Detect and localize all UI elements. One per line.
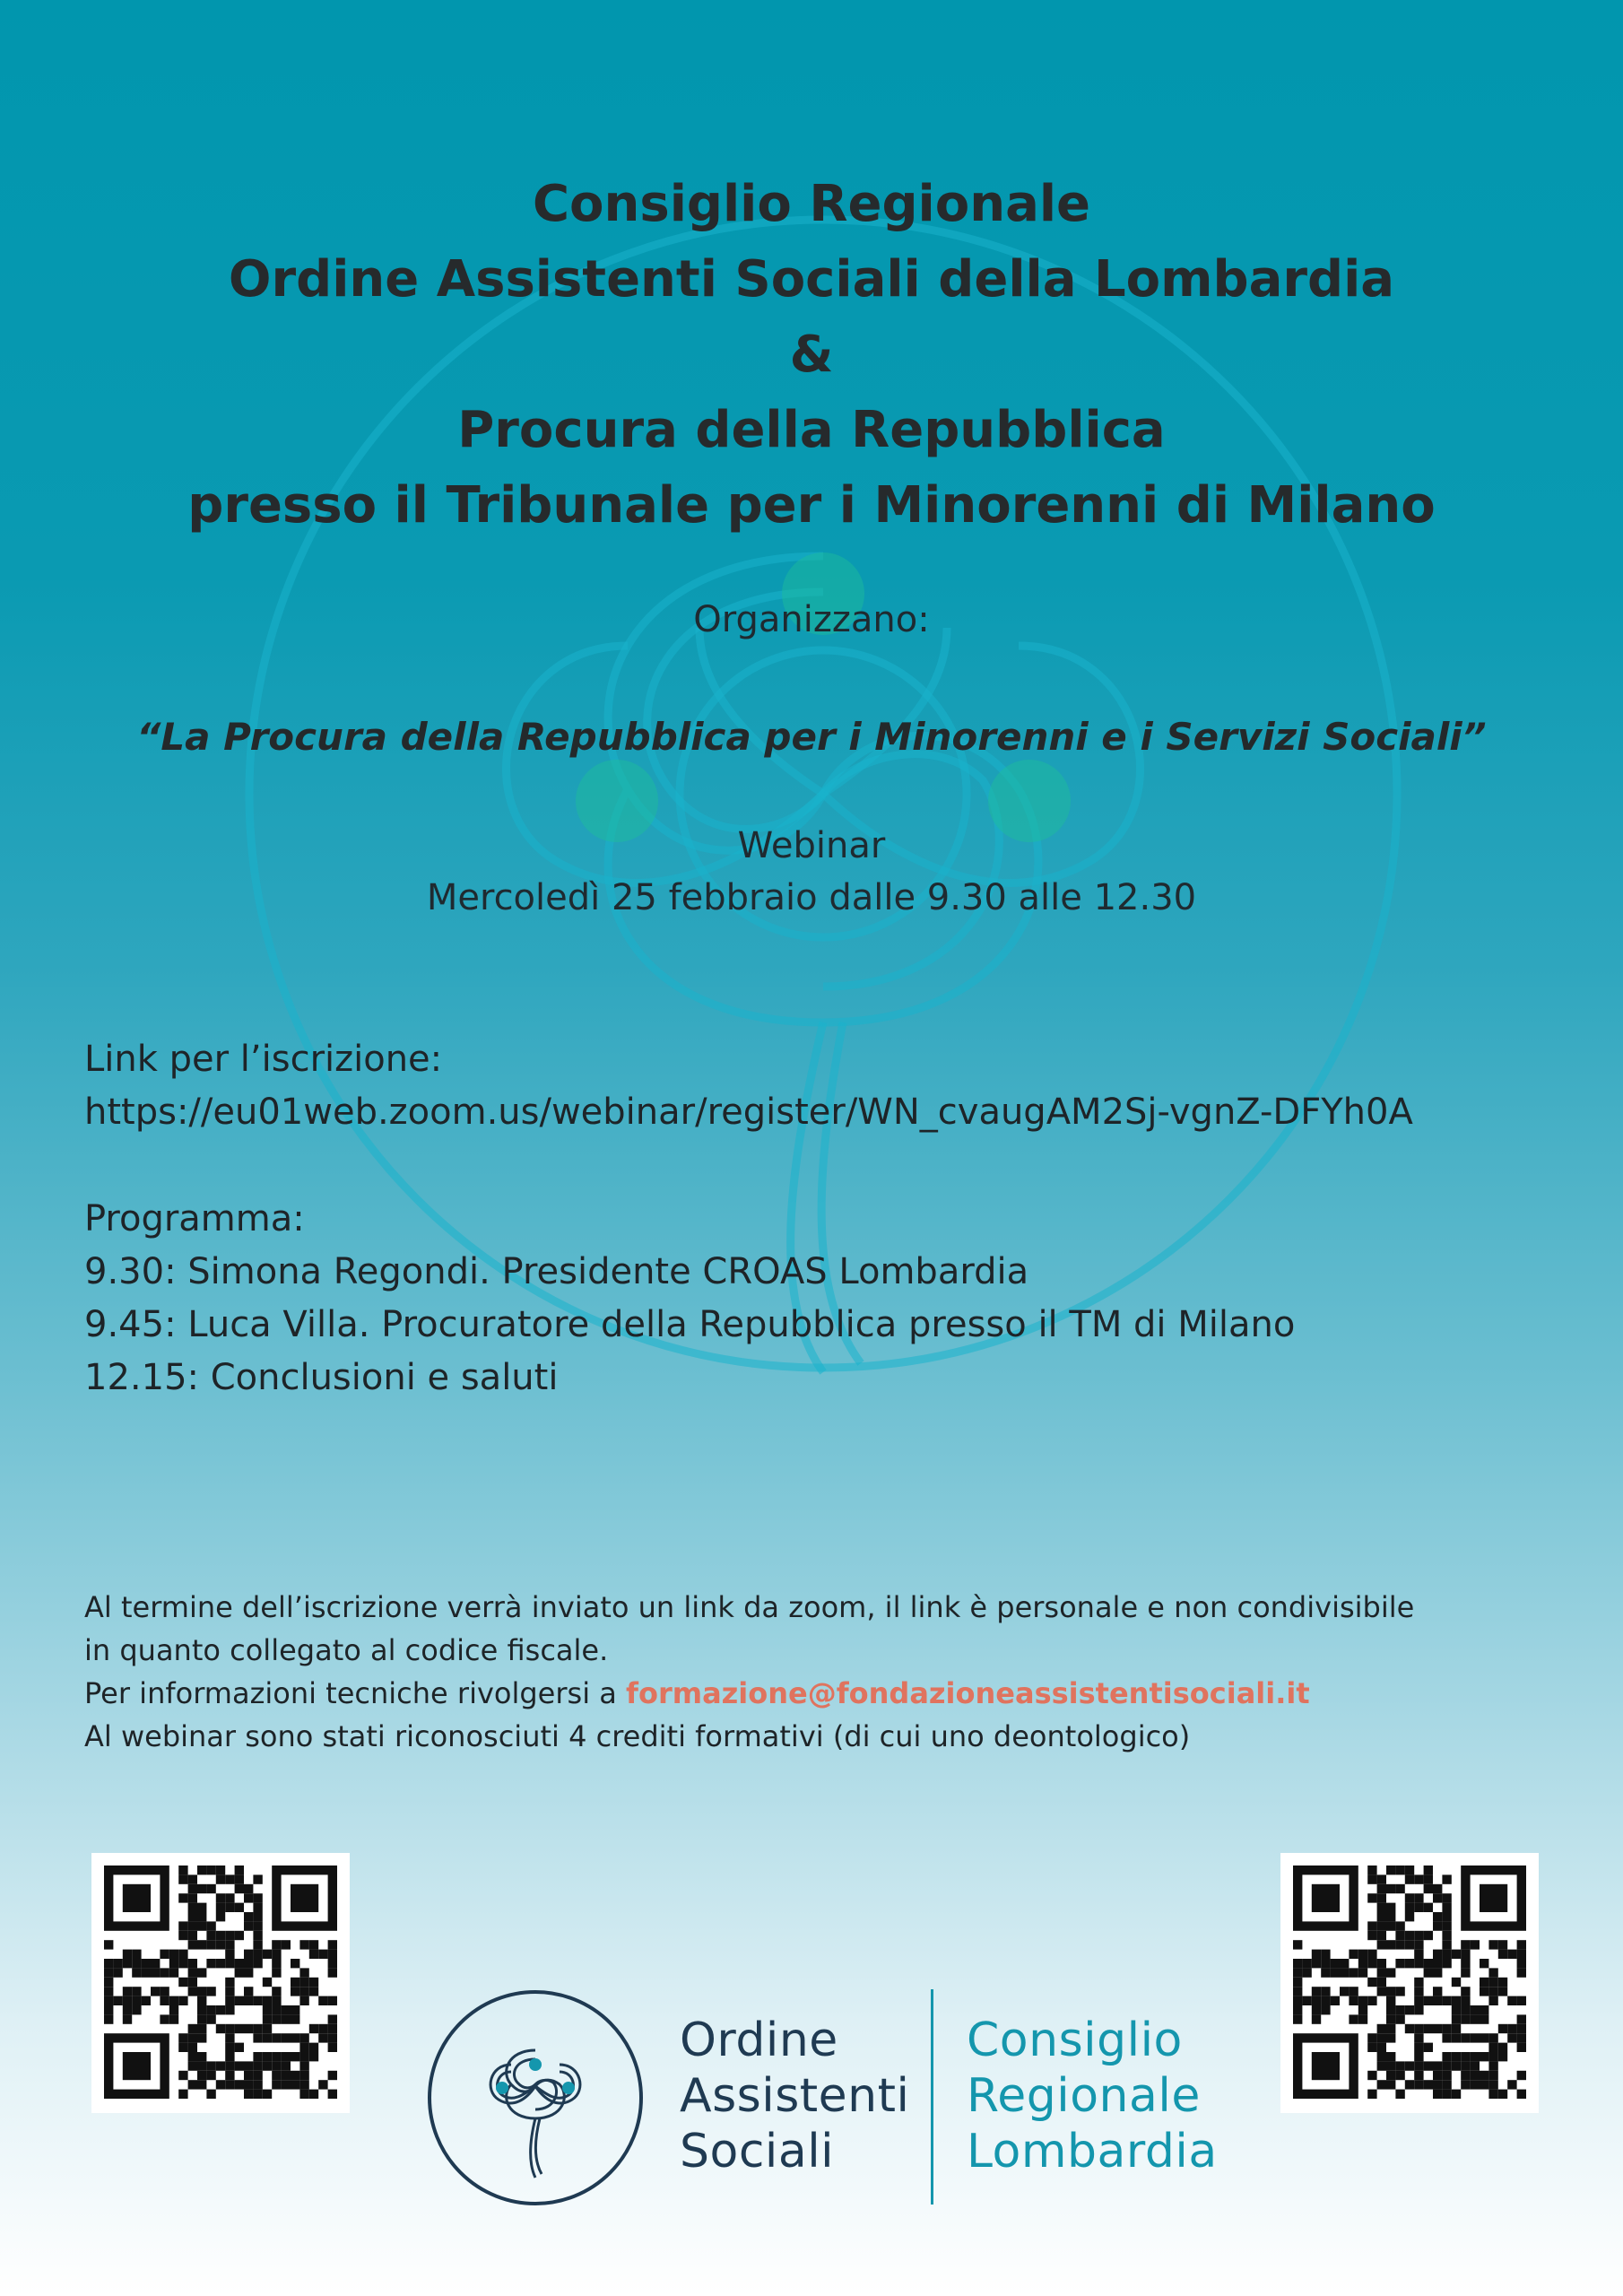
- organizers-heading: [0, 167, 1623, 544]
- registration-label: Link per l’iscrizione:: [84, 1039, 443, 1080]
- programme-item: 9.45: Luca Villa. Procuratore della Repubblica presso il TM di Milano: [84, 1304, 1296, 1345]
- qr-code-left[interactable]: [91, 1853, 350, 2113]
- registration-section: [84, 1033, 1591, 1139]
- programme-section: [84, 1193, 1591, 1405]
- heading-line-5: presso il Tribunale per i Minorenni di Milano: [187, 476, 1436, 535]
- heading-line-1: Consiglio Regionale: [532, 175, 1091, 233]
- heading-line-4: Procura della Repubblica: [457, 401, 1166, 459]
- contact-email-link[interactable]: formazione@fondazioneassistentisociali.it: [626, 1676, 1310, 1710]
- brand-right-line: Lombardia: [967, 2125, 1218, 2179]
- event-datetime: Mercoledì 25 febbraio dalle 9.30 alle 12.30: [426, 877, 1197, 918]
- event-title: “La Procura della Repubblica per i Minorenni e i Servizi Sociali”: [136, 715, 1487, 759]
- note-line-2: in quanto collegato al codice fiscale.: [84, 1633, 609, 1667]
- brand-left-line: Sociali: [680, 2125, 835, 2179]
- heading-line-2: Ordine Assistenti Sociali della Lombardia: [228, 250, 1395, 309]
- brand-name-ordine: [680, 2013, 909, 2179]
- note-line-1: Al termine dell’iscrizione verrà inviato un link da zoom, il link è personale e non condivisibile: [84, 1590, 1415, 1624]
- brand-name-consiglio: [967, 2013, 1218, 2179]
- programme-item: 12.15: Conclusioni e saluti: [84, 1357, 559, 1398]
- heading-line-3: &: [789, 326, 834, 384]
- notes-section: [84, 1586, 1591, 1758]
- event-format: Webinar: [737, 825, 886, 866]
- organizzano-label: Organizzano:: [693, 599, 930, 640]
- brand-left-line: Assistenti: [680, 2069, 910, 2123]
- registration-link[interactable]: https://eu01web.zoom.us/webinar/register/WN_cvaugAM2Sj-vgnZ-DFYh0A: [84, 1091, 1413, 1133]
- brand-right-line: Consiglio: [967, 2013, 1183, 2067]
- qr-code-right[interactable]: [1280, 1853, 1539, 2113]
- programme-label: Programma:: [84, 1198, 305, 1239]
- brand-divider: [931, 1989, 933, 2205]
- brand-left-line: Ordine: [680, 2013, 838, 2067]
- programme-item: 9.30: Simona Regondi. Presidente CROAS Lombardia: [84, 1251, 1029, 1292]
- ordine-assistenti-sociali-logo-icon: [425, 1987, 646, 2208]
- note-line-3-prefix: Per informazioni tecniche rivolgersi a: [84, 1676, 627, 1710]
- brand-right-line: Regionale: [967, 2069, 1201, 2123]
- note-line-3: [84, 1672, 1591, 1715]
- note-line-4: Al webinar sono stati riconosciuti 4 crediti formativi (di cui uno deontologico): [84, 1719, 1191, 1753]
